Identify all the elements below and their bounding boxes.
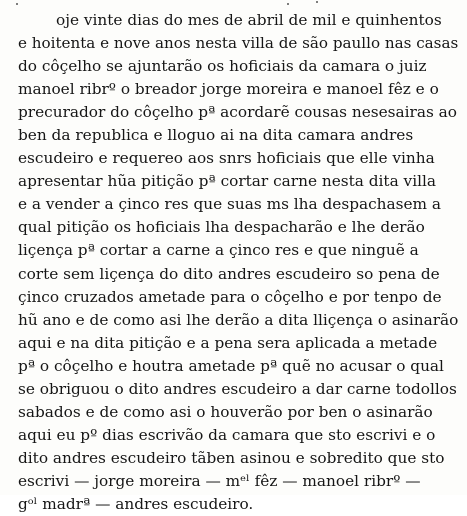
text-line: aqui eu pº dias escrivão da camara que sto escrivi e o xyxy=(18,425,436,444)
text-line: sabados e de como asi o houverão por ben o asinarão xyxy=(18,402,433,421)
text-line: se obriguou o dito andres escudeiro a dar carne todollos xyxy=(18,379,457,398)
text-line: escudeiro e requereo aos snrs hoficiais que elle vinha xyxy=(18,149,435,168)
document-body xyxy=(18,9,458,516)
text-line: escrivi — jorge moreira — mᵉˡ fêz — manoel ribrº — xyxy=(18,471,421,490)
scan-speck xyxy=(316,1,318,3)
text-line: hũ ano e de como asi lhe derão a dita lliçença o asinarão xyxy=(18,310,459,329)
text-line: apresentar hũa pitição pª cortar carne nesta dita villa xyxy=(18,172,436,191)
text-line: precurador do côçelho pª acordarẽ cousas nesesairas ao xyxy=(18,103,457,122)
text-line: gᵒˡ madrª — andres escudeiro. xyxy=(18,494,254,513)
scan-speck xyxy=(287,3,289,5)
text-line: aqui e na dita pitição e a pena sera aplicada a metade xyxy=(18,333,438,352)
text-line: qual pitição os hoficiais lha despacharão e lhe derão xyxy=(18,218,425,237)
text-line: do côçelho se ajuntarão os hoficiais da camara o juiz xyxy=(18,57,427,76)
text-line: corte sem liçença do dito andres escudeiro so pena de xyxy=(18,264,440,283)
text-line: e hoitenta e nove anos nesta villa de são paullo nas casas xyxy=(18,34,459,53)
text-line: pª o côçelho e houtra ametade pª quẽ no acusar o qual xyxy=(18,356,444,375)
text-line: dito andres escudeiro tãben asinou e sobredito que sto xyxy=(18,448,445,467)
text-line: oje vinte dias do mes de abril de mil e quinhentos xyxy=(56,11,442,29)
text-line: manoel ribrº o breador jorge moreira e manoel fêz e o xyxy=(18,80,439,99)
text-line: liçença pª cortar a carne a çinco res e que ninguẽ a xyxy=(18,241,419,260)
text-line: e a vender a çinco res que suas ms lha despachasem a xyxy=(18,195,442,214)
text-line: çinco cruzados ametade para o côçelho e por tenpo de xyxy=(18,287,442,306)
scan-speck xyxy=(16,3,18,5)
text-line: ben da republica e lloguo ai na dita camara andres xyxy=(18,126,414,145)
